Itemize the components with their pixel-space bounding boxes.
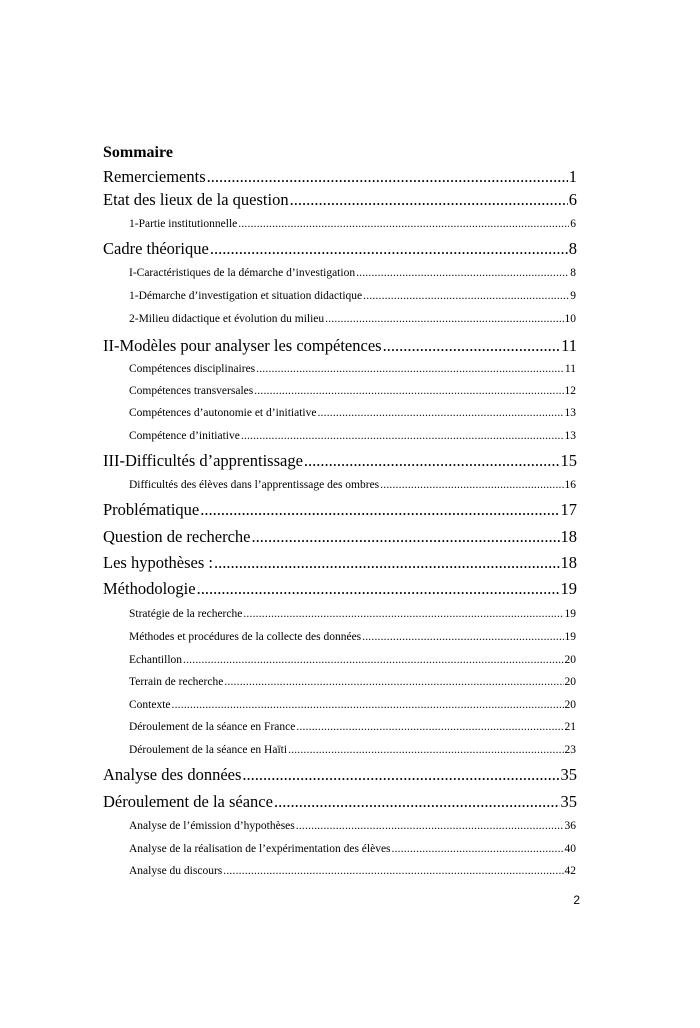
toc-entry-title: Cadre théorique [103,239,209,258]
toc-entry[interactable] [103,335,577,357]
toc-entry-title: Déroulement de la séance en France [129,721,296,733]
toc-entry-page: 20 [564,676,576,688]
dot-leader [304,450,560,472]
toc-subentry[interactable] [129,383,576,399]
toc-entry-title: Analyse de l’émission d’hypothèses [129,820,295,832]
dot-leader [210,238,568,260]
toc-subentry[interactable] [129,742,576,758]
toc-entry-title: 1-Partie institutionnelle [129,218,238,230]
dot-leader [243,606,563,622]
toc-entry-title: I-Caractéristiques de la démarche d’investigation [129,267,356,279]
dot-leader [288,742,563,758]
toc-entry-title: Méthodes et procédures de la collecte des données [129,631,362,643]
page-number: 2 [573,893,580,907]
dot-leader [200,499,559,521]
toc-entry-title: Problématique [103,500,200,519]
toc-subentry[interactable] [129,428,576,444]
dot-leader [274,791,560,813]
dot-leader [254,383,563,399]
toc-entry-page: 13 [564,407,576,419]
dot-leader [296,719,563,735]
toc-entry-title: Déroulement de la séance [103,792,273,811]
dot-leader [256,361,564,377]
toc-entry[interactable] [103,526,577,548]
toc-entry-title: Compétences disciplinaires [129,363,256,375]
toc-entry-page: 13 [564,430,576,442]
toc-entry-page: 9 [570,290,576,302]
toc-entry-title: Analyse du discours [129,865,223,877]
toc-entry-title: Analyse de la réalisation de l’expérimentation des élèves [129,843,391,855]
toc-entry-page: 35 [560,792,577,811]
toc-entry-page: 35 [560,765,577,784]
dot-leader [241,428,564,444]
toc-entry-page: 6 [568,190,577,209]
toc-entry-title: 2-Milieu didactique et évolution du milieu [129,313,325,325]
dot-leader [383,335,561,357]
toc-entry-title: Echantillon [129,654,183,666]
dot-leader [317,405,563,421]
toc-entry-page: 19 [564,631,576,643]
dot-leader [224,674,563,690]
toc-entry-page: 36 [564,820,576,832]
toc-entry[interactable] [103,578,577,600]
toc-subentry[interactable] [129,818,576,834]
toc-entry-page: 18 [560,527,577,546]
toc-entry-page: 23 [564,744,576,756]
toc-entry-title: Analyse des données [103,765,242,784]
toc-entry-title: 1-Démarche d’investigation et situation didactique [129,290,363,302]
toc-entry-page: 20 [564,699,576,711]
dot-leader [290,189,568,211]
toc-entry-page: 11 [561,336,577,355]
dot-leader [356,265,569,281]
toc-subentry[interactable] [129,361,576,377]
dot-leader [380,477,563,493]
toc-entry-title: Compétences d’autonomie et d’initiative [129,407,317,419]
toc-subentry[interactable] [129,697,576,713]
toc-subentry[interactable] [129,674,576,690]
toc-subentry[interactable] [129,477,576,493]
toc-subentry[interactable] [129,311,576,327]
toc-entry-page: 16 [564,479,576,491]
toc-subentry[interactable] [129,629,576,645]
toc-subentry[interactable] [129,863,576,879]
toc-entry[interactable] [103,552,577,574]
dot-leader [362,629,563,645]
toc-entry-page: 8 [568,239,577,258]
toc-entry-title: Remerciements [103,167,206,186]
toc-entry[interactable] [103,764,577,786]
toc-entry-title: Difficultés des élèves dans l’apprentissage des ombres [129,479,380,491]
toc-entry-title: Stratégie de la recherche [129,608,243,620]
toc-subentry[interactable] [129,652,576,668]
dot-leader [363,288,569,304]
toc-subentry[interactable] [129,288,576,304]
toc-subentry[interactable] [129,606,576,622]
toc-entry-page: 15 [560,451,577,470]
toc-subentry[interactable] [129,841,576,857]
toc-entry-title: Les hypothèses : [103,553,213,572]
toc-entry-page: 19 [564,608,576,620]
toc-entry-page: 1 [568,167,577,186]
toc-entry[interactable] [103,166,577,188]
toc-entry-page: 42 [564,865,576,877]
toc-entry[interactable] [103,791,577,813]
toc-entry-title: Compétence d’initiative [129,430,240,442]
toc-subentry[interactable] [129,265,576,281]
toc-entry-page: 17 [560,500,577,519]
toc-entry[interactable] [103,189,577,211]
toc-entry[interactable] [103,499,577,521]
toc-entry-title: Déroulement de la séance en Haïti [129,744,288,756]
toc-entry[interactable] [103,450,577,472]
toc-entry-title: Compétences transversales [129,385,254,397]
dot-leader [223,863,563,879]
toc-entry-title: Question de recherche [103,527,251,546]
toc-heading: Sommaire [103,144,173,161]
dot-leader [392,841,564,857]
toc-entry-page: 40 [564,843,576,855]
toc-entry-page: 11 [564,363,576,375]
dot-leader [183,652,563,668]
toc-entry-page: 10 [564,313,576,325]
dot-leader [242,764,559,786]
dot-leader [296,818,564,834]
dot-leader [197,578,560,600]
toc-entry-page: 21 [564,721,576,733]
toc-entry-title: Etat des lieux de la question [103,190,289,209]
toc-entry-title: II-Modèles pour analyser les compétences [103,336,382,355]
dot-leader [238,216,569,232]
toc-entry-page: 19 [560,579,577,598]
toc-entry[interactable] [103,238,577,260]
toc-entry-page: 6 [570,218,576,230]
toc-entry-title: Terrain de recherche [129,676,224,688]
dot-leader [214,552,560,574]
toc-subentry[interactable] [129,216,576,232]
toc-subentry[interactable] [129,719,576,735]
toc-entry-title: III-Difficultés d’apprentissage [103,451,303,470]
dot-leader [172,697,564,713]
toc-subentry[interactable] [129,405,576,421]
toc-entry-page: 8 [570,267,576,279]
toc-entry-page: 12 [564,385,576,397]
dot-leader [325,311,563,327]
dot-leader [252,526,560,548]
toc-entry-page: 18 [560,553,577,572]
toc-entry-title: Contexte [129,699,171,711]
toc-entry-title: Méthodologie [103,579,196,598]
dot-leader [207,166,568,188]
toc-entry-page: 20 [564,654,576,666]
